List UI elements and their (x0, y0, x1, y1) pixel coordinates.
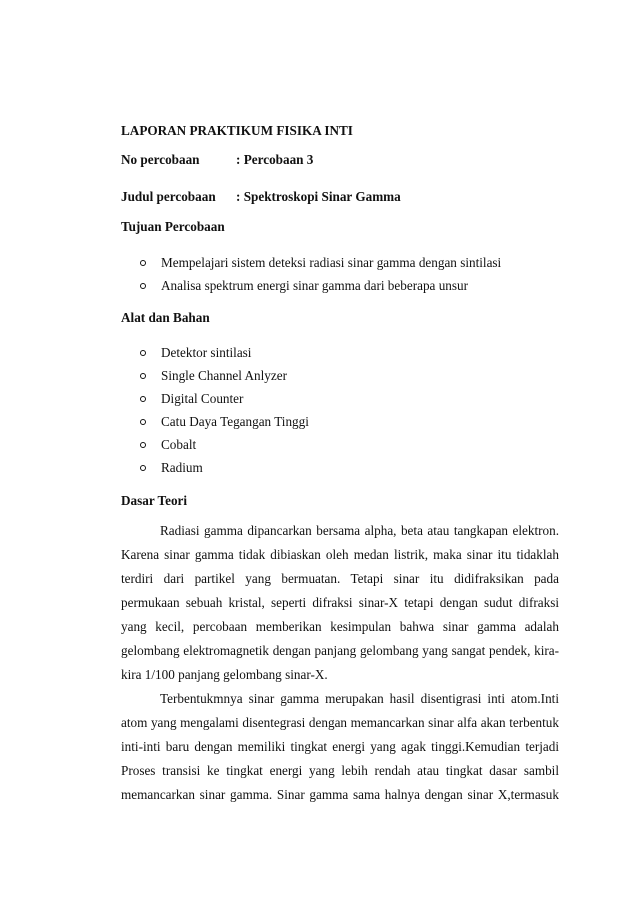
list-item-text: Radium (161, 460, 203, 475)
judul-percobaan-value: : Spektroskopi Sinar Gamma (236, 189, 401, 204)
paragraph-line: permukaan sebuah kristal, seperti difraksi sinar-X tetapi dengan sudut difraksi (121, 595, 559, 610)
bullet-icon (140, 373, 146, 379)
dasar-teori-heading: Dasar Teori (121, 493, 188, 508)
paragraph-line: inti-inti baru dengan memiliki tingkat energi yang agak tinggi.Kemudian terjadi (121, 739, 559, 754)
list-item-text: Analisa spektrum energi sinar gamma dari beberapa unsur (161, 278, 468, 293)
list-item-text: Single Channel Anlyzer (161, 368, 287, 383)
judul-percobaan-label: Judul percobaan (121, 189, 216, 204)
alat-heading: Alat dan Bahan (121, 310, 210, 325)
bullet-icon (140, 350, 146, 356)
paragraph-line: kira 1/100 panjang gelombang sinar-X. (121, 667, 328, 682)
dasar-teori-paragraph-1 (121, 523, 559, 691)
bullet-icon (140, 465, 146, 471)
list-item-text: Cobalt (161, 437, 197, 452)
dasar-teori-paragraph-2 (121, 691, 559, 811)
report-title: LAPORAN PRAKTIKUM FISIKA INTI (121, 123, 353, 138)
list-item-text: Digital Counter (161, 391, 244, 406)
bullet-icon (140, 396, 146, 402)
no-percobaan-value: : Percobaan 3 (236, 152, 314, 167)
paragraph-line: terdiri dari partikel yang bermuatan. Tetapi sinar itu didifraksikan pada (121, 571, 559, 586)
paragraph-line: Radiasi gamma dipancarkan bersama alpha, beta atau tangkapan elektron. (160, 523, 559, 538)
list-item-text: Detektor sintilasi (161, 345, 252, 360)
list-item-text: Catu Daya Tegangan Tinggi (161, 414, 309, 429)
paragraph-line: Karena sinar gamma tidak dibiaskan oleh medan listrik, maka sinar itu tidaklah (121, 547, 559, 562)
bullet-icon (140, 419, 146, 425)
paragraph-line: atom yang mengalami disentegrasi dengan memancarkan sinar alfa akan terbentuk (121, 715, 559, 730)
list-item-text: Mempelajari sistem deteksi radiasi sinar gamma dengan sintilasi (161, 255, 502, 270)
bullet-icon (140, 283, 146, 289)
paragraph-line: Terbentukmnya sinar gamma merupakan hasil disentigrasi inti atom.Inti (160, 691, 559, 706)
paragraph-line: memancarkan sinar gamma. Sinar gamma sama halnya dengan sinar X,termasuk (121, 787, 559, 802)
tujuan-heading: Tujuan Percobaan (121, 219, 225, 234)
no-percobaan-label: No percobaan (121, 152, 200, 167)
paragraph-line: yang kecil, percobaan memberikan kesimpulan bahwa sinar gamma adalah (121, 619, 559, 634)
bullet-icon (140, 260, 146, 266)
paragraph-line: gelombang elektromagnetik dengan panjang gelombang yang sangat pendek, kira- (121, 643, 559, 658)
paragraph-line: Proses transisi ke tingkat energi yang lebih rendah atau tingkat dasar sambil (121, 763, 559, 778)
bullet-icon (140, 442, 146, 448)
